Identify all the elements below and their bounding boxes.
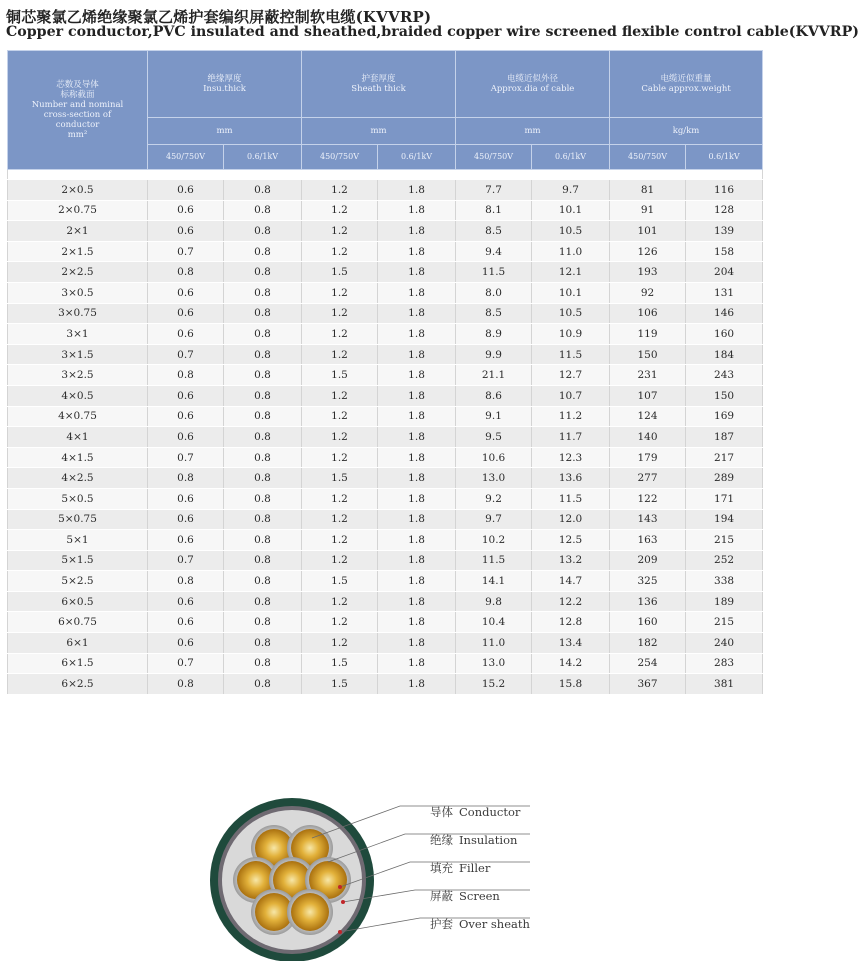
table-cell: 1.2 bbox=[302, 221, 378, 242]
cell-cores-section: 6×2.5 bbox=[8, 674, 148, 695]
cell-cores-section: 3×2.5 bbox=[8, 365, 148, 386]
table-cell: 13.4 bbox=[532, 633, 610, 654]
table-cell: 10.2 bbox=[456, 530, 532, 551]
table-cell: 8.0 bbox=[456, 282, 532, 303]
table-cell: 0.6 bbox=[148, 282, 224, 303]
table-cell: 13.2 bbox=[532, 550, 610, 571]
table-cell: 92 bbox=[610, 282, 686, 303]
table-cell: 0.8 bbox=[224, 344, 302, 365]
table-cell: 1.2 bbox=[302, 509, 378, 530]
table-cell: 0.8 bbox=[224, 221, 302, 242]
header-voltage: 0.6/1kV bbox=[532, 145, 610, 170]
table-cell: 1.8 bbox=[378, 488, 456, 509]
table-cell: 0.6 bbox=[148, 530, 224, 551]
table-row bbox=[8, 633, 763, 654]
table-cell: 15.8 bbox=[532, 674, 610, 695]
cell-cores-section: 3×0.5 bbox=[8, 282, 148, 303]
table-cell: 1.8 bbox=[378, 653, 456, 674]
table-cell: 277 bbox=[610, 468, 686, 489]
table-row bbox=[8, 674, 763, 695]
cell-cores-section: 5×2.5 bbox=[8, 571, 148, 592]
table-cell: 1.2 bbox=[302, 633, 378, 654]
table-cell: 209 bbox=[610, 550, 686, 571]
table-cell: 11.0 bbox=[456, 633, 532, 654]
table-cell: 0.7 bbox=[148, 241, 224, 262]
cell-cores-section: 2×1.5 bbox=[8, 241, 148, 262]
header-approx-weight bbox=[610, 51, 763, 118]
table-cell: 0.7 bbox=[148, 550, 224, 571]
table-cell: 1.5 bbox=[302, 571, 378, 592]
table-cell: 9.7 bbox=[456, 509, 532, 530]
table-cell: 140 bbox=[610, 427, 686, 448]
table-cell: 1.2 bbox=[302, 200, 378, 221]
label-insulation: 绝缘 Insulation bbox=[430, 833, 518, 847]
table-cell: 1.5 bbox=[302, 468, 378, 489]
table-cell: 106 bbox=[610, 303, 686, 324]
table-cell: 12.2 bbox=[532, 591, 610, 612]
table-cell: 136 bbox=[610, 591, 686, 612]
table-row bbox=[8, 468, 763, 489]
table-cell: 1.2 bbox=[302, 530, 378, 551]
table-cell: 1.8 bbox=[378, 406, 456, 427]
table-cell: 0.8 bbox=[224, 571, 302, 592]
table-cell: 14.7 bbox=[532, 571, 610, 592]
table-cell: 1.2 bbox=[302, 282, 378, 303]
table-cell: 11.5 bbox=[456, 262, 532, 283]
table-cell: 1.2 bbox=[302, 180, 378, 201]
cell-cores-section: 2×1 bbox=[8, 221, 148, 242]
table-cell: 1.8 bbox=[378, 324, 456, 345]
table-cell: 0.6 bbox=[148, 612, 224, 633]
table-cell: 1.5 bbox=[302, 365, 378, 386]
table-cell: 12.7 bbox=[532, 365, 610, 386]
header-unit: mm bbox=[456, 118, 610, 145]
header-cores-en3: conductor bbox=[55, 120, 100, 130]
table-row bbox=[8, 488, 763, 509]
table-cell: 1.8 bbox=[378, 221, 456, 242]
table-cell: 8.1 bbox=[456, 200, 532, 221]
table-cell: 10.5 bbox=[532, 221, 610, 242]
table-cell: 0.8 bbox=[224, 591, 302, 612]
table-cell: 0.6 bbox=[148, 385, 224, 406]
cell-cores-section: 3×0.75 bbox=[8, 303, 148, 324]
table-body bbox=[8, 170, 763, 695]
table-cell: 116 bbox=[686, 180, 763, 201]
header-cores-cn2: 标称截面 bbox=[60, 90, 95, 100]
table-cell: 0.8 bbox=[148, 571, 224, 592]
label-filler: 填充 Filler bbox=[430, 861, 491, 875]
table-cell: 8.5 bbox=[456, 303, 532, 324]
table-cell: 9.2 bbox=[456, 488, 532, 509]
table-cell: 1.8 bbox=[378, 468, 456, 489]
header-group-cn: 护套厚度 bbox=[361, 74, 396, 84]
table-cell: 0.8 bbox=[224, 262, 302, 283]
table-cell: 160 bbox=[686, 324, 763, 345]
table-cell: 0.8 bbox=[148, 262, 224, 283]
table-cell: 0.7 bbox=[148, 447, 224, 468]
table-cell: 1.8 bbox=[378, 427, 456, 448]
cell-cores-section: 2×0.75 bbox=[8, 200, 148, 221]
table-cell: 11.7 bbox=[532, 427, 610, 448]
cell-cores-section: 5×1 bbox=[8, 530, 148, 551]
table-cell: 1.2 bbox=[302, 344, 378, 365]
table-row bbox=[8, 282, 763, 303]
table-cell: 0.8 bbox=[224, 488, 302, 509]
header-voltage: 0.6/1kV bbox=[378, 145, 456, 170]
table-cell: 9.1 bbox=[456, 406, 532, 427]
table-cell: 0.8 bbox=[224, 324, 302, 345]
cell-cores-section: 6×1.5 bbox=[8, 653, 148, 674]
table-cell: 0.6 bbox=[148, 406, 224, 427]
table-cell: 0.8 bbox=[148, 468, 224, 489]
table-cell: 1.2 bbox=[302, 612, 378, 633]
table-cell: 1.2 bbox=[302, 241, 378, 262]
table-cell: 215 bbox=[686, 530, 763, 551]
header-cores-section bbox=[8, 51, 148, 170]
table-cell: 10.6 bbox=[456, 447, 532, 468]
table-cell: 160 bbox=[610, 612, 686, 633]
table-cell: 101 bbox=[610, 221, 686, 242]
table-cell: 139 bbox=[686, 221, 763, 242]
table-row bbox=[8, 447, 763, 468]
table-cell: 12.1 bbox=[532, 262, 610, 283]
table-cell: 0.8 bbox=[224, 509, 302, 530]
table-cell: 367 bbox=[610, 674, 686, 695]
table-cell: 1.8 bbox=[378, 530, 456, 551]
table-cell: 0.8 bbox=[224, 241, 302, 262]
table-cell: 10.9 bbox=[532, 324, 610, 345]
table-row bbox=[8, 612, 763, 633]
table-cell: 283 bbox=[686, 653, 763, 674]
cable-spec-table bbox=[7, 50, 763, 695]
table-cell: 1.2 bbox=[302, 591, 378, 612]
label-over-sheath: 护套 Over sheath bbox=[430, 917, 530, 931]
table-cell: 11.5 bbox=[532, 344, 610, 365]
table-cell: 10.1 bbox=[532, 282, 610, 303]
table-cell: 9.8 bbox=[456, 591, 532, 612]
header-voltage: 450/750V bbox=[610, 145, 686, 170]
table-cell: 1.8 bbox=[378, 282, 456, 303]
table-row bbox=[8, 427, 763, 448]
table-cell: 91 bbox=[610, 200, 686, 221]
table-cell: 10.1 bbox=[532, 200, 610, 221]
header-voltage: 450/750V bbox=[456, 145, 532, 170]
table-cell: 1.8 bbox=[378, 633, 456, 654]
table-cell: 10.5 bbox=[532, 303, 610, 324]
table-cell: 11.5 bbox=[456, 550, 532, 571]
table-cell: 0.8 bbox=[224, 303, 302, 324]
table-cell: 0.6 bbox=[148, 633, 224, 654]
table-cell: 0.8 bbox=[224, 365, 302, 386]
table-cell: 0.8 bbox=[224, 447, 302, 468]
table-row bbox=[8, 385, 763, 406]
table-cell: 325 bbox=[610, 571, 686, 592]
table-cell: 0.8 bbox=[224, 633, 302, 654]
table-cell: 0.8 bbox=[224, 653, 302, 674]
cell-cores-section: 6×1 bbox=[8, 633, 148, 654]
table-cell: 11.5 bbox=[532, 488, 610, 509]
table-cell: 1.8 bbox=[378, 365, 456, 386]
table-cell: 0.7 bbox=[148, 344, 224, 365]
table-cell: 1.2 bbox=[302, 488, 378, 509]
cell-cores-section: 2×2.5 bbox=[8, 262, 148, 283]
cell-cores-section: 5×1.5 bbox=[8, 550, 148, 571]
table-cell: 0.8 bbox=[224, 468, 302, 489]
table-cell: 1.8 bbox=[378, 509, 456, 530]
table-row bbox=[8, 509, 763, 530]
page-title-english: Copper conductor,PVC insulated and sheathed,braided copper wire screened flexible control cable(KVVRP) bbox=[6, 24, 859, 40]
table-cell: 179 bbox=[610, 447, 686, 468]
table-cell: 240 bbox=[686, 633, 763, 654]
table-cell: 12.0 bbox=[532, 509, 610, 530]
table-cell: 1.5 bbox=[302, 262, 378, 283]
table-cell: 12.3 bbox=[532, 447, 610, 468]
header-group-cn: 电缆近似重量 bbox=[660, 74, 712, 84]
cell-cores-section: 2×0.5 bbox=[8, 180, 148, 201]
table-cell: 1.2 bbox=[302, 447, 378, 468]
table-cell: 9.9 bbox=[456, 344, 532, 365]
table-cell: 143 bbox=[610, 509, 686, 530]
table-cell: 131 bbox=[686, 282, 763, 303]
table-cell: 13.0 bbox=[456, 468, 532, 489]
table-cell: 0.6 bbox=[148, 200, 224, 221]
page-title-chinese: 铜芯聚氯乙烯绝缘聚氯乙烯护套编织屏蔽控制软电缆(KVVRP) bbox=[6, 8, 432, 26]
header-group-en: Sheath thick bbox=[351, 84, 406, 94]
table-cell: 8.6 bbox=[456, 385, 532, 406]
table-cell: 171 bbox=[686, 488, 763, 509]
table-cell: 215 bbox=[686, 612, 763, 633]
table-cell: 193 bbox=[610, 262, 686, 283]
table-row bbox=[8, 180, 763, 201]
table-cell: 158 bbox=[686, 241, 763, 262]
table-cell: 9.7 bbox=[532, 180, 610, 201]
table-cell: 254 bbox=[610, 653, 686, 674]
cell-cores-section: 5×0.75 bbox=[8, 509, 148, 530]
header-voltage: 450/750V bbox=[302, 145, 378, 170]
table-cell: 0.8 bbox=[224, 530, 302, 551]
cell-cores-section: 4×1 bbox=[8, 427, 148, 448]
table-cell: 9.5 bbox=[456, 427, 532, 448]
table-row bbox=[8, 406, 763, 427]
table-cell: 0.8 bbox=[224, 674, 302, 695]
table-cell: 1.2 bbox=[302, 303, 378, 324]
table-cell: 14.2 bbox=[532, 653, 610, 674]
table-cell: 0.8 bbox=[148, 674, 224, 695]
header-group-en: Cable approx.weight bbox=[641, 84, 731, 94]
table-row bbox=[8, 262, 763, 283]
table-cell: 1.8 bbox=[378, 612, 456, 633]
table-cell: 9.4 bbox=[456, 241, 532, 262]
table-row bbox=[8, 200, 763, 221]
table-cell: 128 bbox=[686, 200, 763, 221]
table-cell: 1.8 bbox=[378, 241, 456, 262]
table-row bbox=[8, 221, 763, 242]
header-unit: kg/km bbox=[610, 118, 763, 145]
table-cell: 0.6 bbox=[148, 591, 224, 612]
table-cell: 7.7 bbox=[456, 180, 532, 201]
table-cell: 0.7 bbox=[148, 653, 224, 674]
table-cell: 12.8 bbox=[532, 612, 610, 633]
table-row bbox=[8, 324, 763, 345]
table-cell: 243 bbox=[686, 365, 763, 386]
header-insulation-thickness bbox=[148, 51, 302, 118]
table-cell: 1.2 bbox=[302, 427, 378, 448]
table-cell: 0.8 bbox=[224, 550, 302, 571]
table-cell: 1.2 bbox=[302, 385, 378, 406]
table-cell: 1.8 bbox=[378, 674, 456, 695]
cell-cores-section: 5×0.5 bbox=[8, 488, 148, 509]
table-cell: 289 bbox=[686, 468, 763, 489]
header-group-cn: 绝缘厚度 bbox=[207, 74, 242, 84]
cell-cores-section: 3×1.5 bbox=[8, 344, 148, 365]
header-sheath-thickness bbox=[302, 51, 456, 118]
table-cell: 252 bbox=[686, 550, 763, 571]
header-cores-unit: mm² bbox=[67, 130, 88, 140]
table-cell: 0.8 bbox=[224, 200, 302, 221]
table-cell: 182 bbox=[610, 633, 686, 654]
table-cell: 217 bbox=[686, 447, 763, 468]
table-cell: 0.6 bbox=[148, 324, 224, 345]
table-cell: 194 bbox=[686, 509, 763, 530]
table-cell: 8.5 bbox=[456, 221, 532, 242]
table-cell: 0.6 bbox=[148, 221, 224, 242]
table-cell: 1.8 bbox=[378, 447, 456, 468]
table-row bbox=[8, 653, 763, 674]
header-voltage: 450/750V bbox=[148, 145, 224, 170]
table-cell: 0.8 bbox=[224, 282, 302, 303]
header-group-en: Approx.dia of cable bbox=[490, 84, 575, 94]
table-cell: 12.5 bbox=[532, 530, 610, 551]
header-group-en: Insu.thick bbox=[203, 84, 246, 94]
table-cell: 0.6 bbox=[148, 488, 224, 509]
cell-cores-section: 4×1.5 bbox=[8, 447, 148, 468]
table-cell: 1.2 bbox=[302, 550, 378, 571]
table-cell: 338 bbox=[686, 571, 763, 592]
table-row bbox=[8, 530, 763, 551]
cell-cores-section: 4×2.5 bbox=[8, 468, 148, 489]
table-cell: 0.8 bbox=[224, 385, 302, 406]
table-cell: 187 bbox=[686, 427, 763, 448]
table-cell: 13.6 bbox=[532, 468, 610, 489]
table-cell: 0.8 bbox=[224, 427, 302, 448]
table-cell: 1.8 bbox=[378, 591, 456, 612]
table-cell: 231 bbox=[610, 365, 686, 386]
table-row bbox=[8, 303, 763, 324]
table-cell: 204 bbox=[686, 262, 763, 283]
table-cell: 1.5 bbox=[302, 653, 378, 674]
table-cell: 169 bbox=[686, 406, 763, 427]
table-cell: 1.8 bbox=[378, 262, 456, 283]
table-cell: 0.6 bbox=[148, 180, 224, 201]
table-cell: 10.4 bbox=[456, 612, 532, 633]
table-cell: 1.2 bbox=[302, 324, 378, 345]
table-cell: 11.0 bbox=[532, 241, 610, 262]
table-cell: 1.2 bbox=[302, 406, 378, 427]
header-unit: mm bbox=[148, 118, 302, 145]
table-row bbox=[8, 365, 763, 386]
table-cell: 0.8 bbox=[224, 612, 302, 633]
table-cell: 0.8 bbox=[224, 180, 302, 201]
header-approx-diameter bbox=[456, 51, 610, 118]
table-cell: 150 bbox=[610, 344, 686, 365]
table-cell: 163 bbox=[610, 530, 686, 551]
cell-cores-section: 6×0.75 bbox=[8, 612, 148, 633]
table-cell: 1.8 bbox=[378, 385, 456, 406]
table-cell: 122 bbox=[610, 488, 686, 509]
table-cell: 0.6 bbox=[148, 427, 224, 448]
table-cell: 1.8 bbox=[378, 344, 456, 365]
cell-cores-section: 6×0.5 bbox=[8, 591, 148, 612]
header-voltage: 0.6/1kV bbox=[224, 145, 302, 170]
table-row bbox=[8, 591, 763, 612]
cell-cores-section: 3×1 bbox=[8, 324, 148, 345]
table-cell: 14.1 bbox=[456, 571, 532, 592]
table-row bbox=[8, 571, 763, 592]
table-cell: 126 bbox=[610, 241, 686, 262]
table-cell: 10.7 bbox=[532, 385, 610, 406]
table-cell: 381 bbox=[686, 674, 763, 695]
table-cell: 146 bbox=[686, 303, 763, 324]
table-cell: 150 bbox=[686, 385, 763, 406]
table-cell: 1.8 bbox=[378, 303, 456, 324]
cable-cross-section-diagram bbox=[200, 790, 760, 960]
table-cell: 81 bbox=[610, 180, 686, 201]
table-cell: 189 bbox=[686, 591, 763, 612]
header-unit: mm bbox=[302, 118, 456, 145]
table-cell: 124 bbox=[610, 406, 686, 427]
table-cell: 0.8 bbox=[148, 365, 224, 386]
table-cell: 13.0 bbox=[456, 653, 532, 674]
table-cell: 1.5 bbox=[302, 674, 378, 695]
table-cell: 21.1 bbox=[456, 365, 532, 386]
table-cell: 1.8 bbox=[378, 550, 456, 571]
header-cores-en2: cross-section of bbox=[43, 110, 112, 120]
table-cell: 184 bbox=[686, 344, 763, 365]
table-cell: 0.6 bbox=[148, 509, 224, 530]
cell-cores-section: 4×0.5 bbox=[8, 385, 148, 406]
header-group-cn: 电缆近似外径 bbox=[507, 74, 559, 84]
table-cell: 119 bbox=[610, 324, 686, 345]
header-voltage: 0.6/1kV bbox=[686, 145, 763, 170]
header-cores-cn1: 芯数及导体 bbox=[56, 80, 99, 90]
table-cell: 1.8 bbox=[378, 200, 456, 221]
table-row bbox=[8, 241, 763, 262]
table-cell: 15.2 bbox=[456, 674, 532, 695]
label-screen: 屏蔽 Screen bbox=[430, 889, 500, 903]
cell-cores-section: 4×0.75 bbox=[8, 406, 148, 427]
table-cell: 1.8 bbox=[378, 180, 456, 201]
table-cell: 8.9 bbox=[456, 324, 532, 345]
header-cores-en1: Number and nominal bbox=[31, 100, 124, 110]
label-conductor: 导体 Conductor bbox=[430, 805, 521, 819]
table-cell: 11.2 bbox=[532, 406, 610, 427]
table-cell: 0.6 bbox=[148, 303, 224, 324]
table-cell: 107 bbox=[610, 385, 686, 406]
table-row bbox=[8, 550, 763, 571]
table-cell: 0.8 bbox=[224, 406, 302, 427]
table-cell: 1.8 bbox=[378, 571, 456, 592]
table-row bbox=[8, 344, 763, 365]
